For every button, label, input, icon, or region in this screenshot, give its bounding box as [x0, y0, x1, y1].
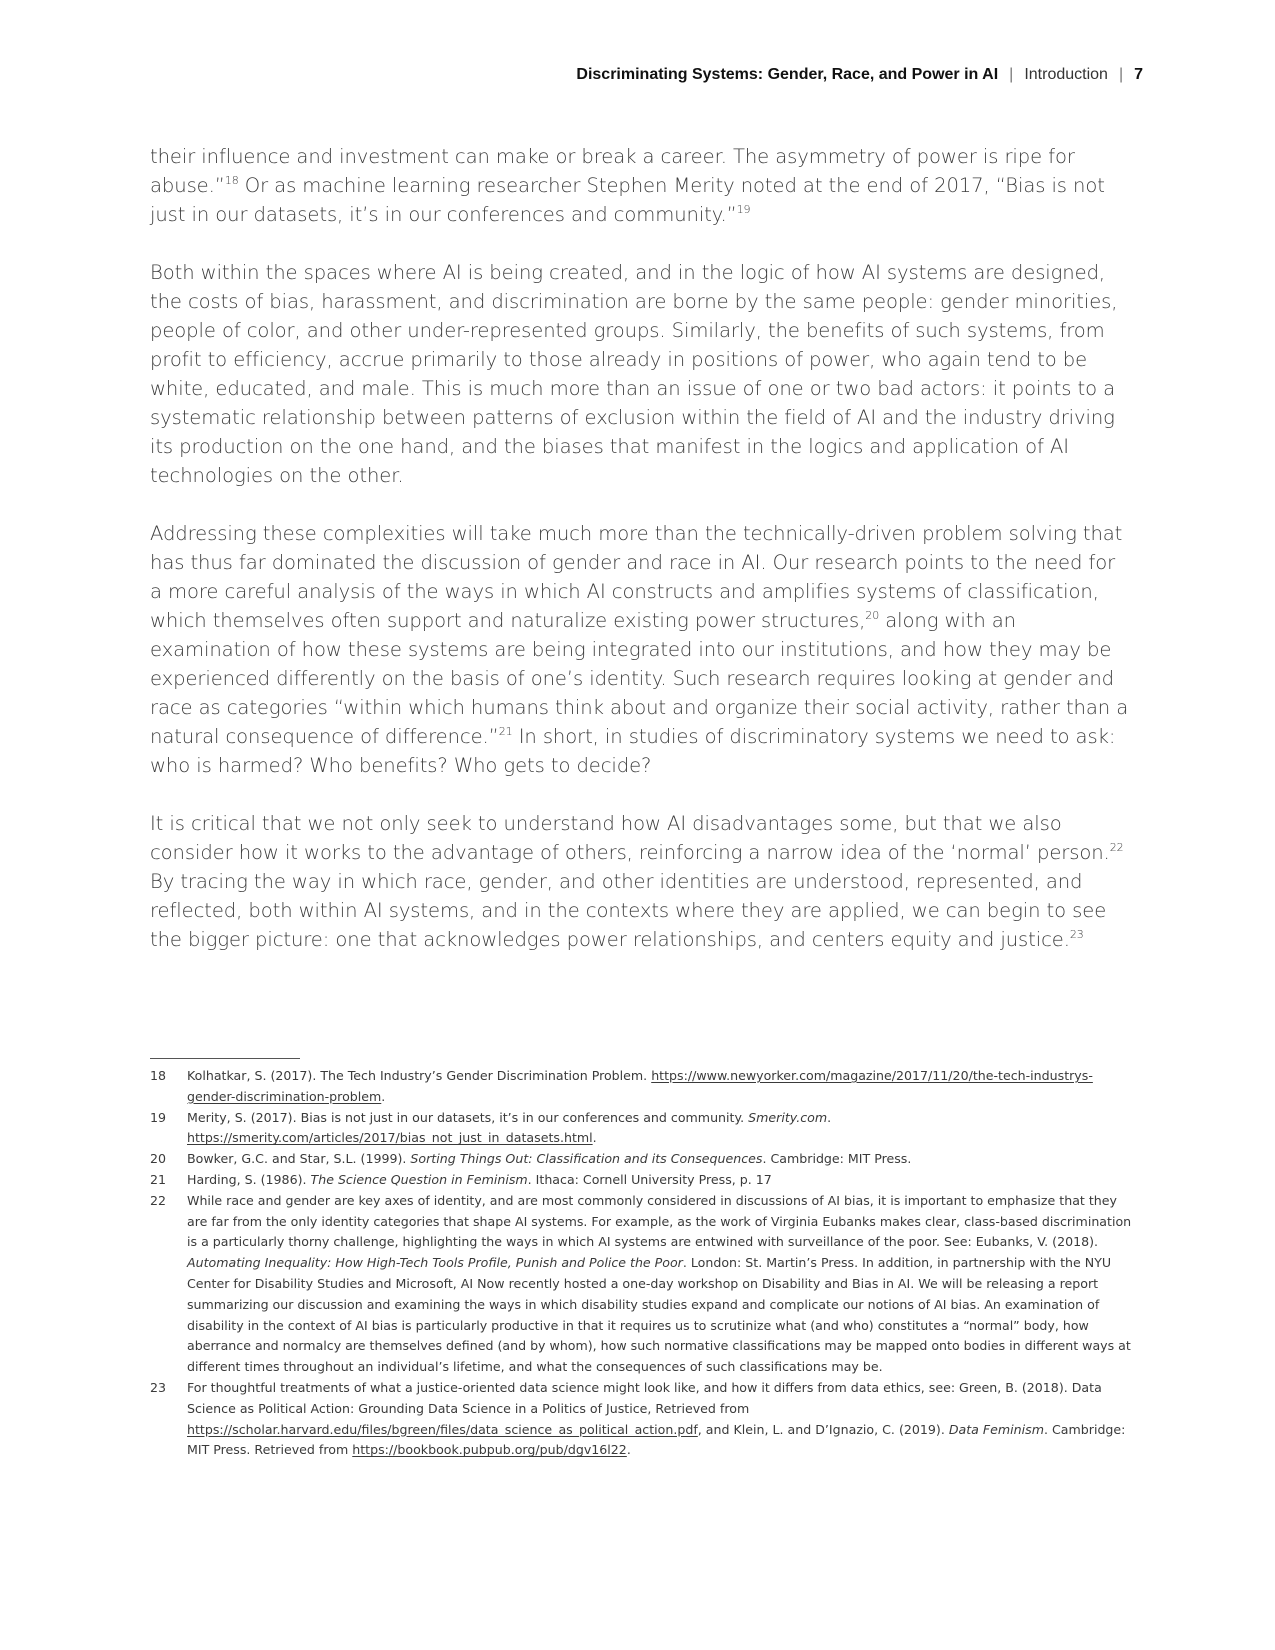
header-separator: | [1009, 66, 1014, 83]
paragraph-text: along with an examination of how these systems are being integrated into our institutions, and how they may be experienced differently on the basis of one’s identity. Such research requires looking at gender and race as categories “within which humans think about and organize their social activity, rather than a natural consequence of difference.” [150, 609, 1129, 748]
section-name: Introduction [1024, 66, 1108, 83]
paragraph-text: Or as machine learning researcher Stephen Merity noted at the end of 2017, “Bias is not just in our datasets, it’s in our conferences and community.” [150, 174, 1105, 226]
footnote-divider [150, 1058, 300, 1059]
paragraph-text: their influence and investment can make or break a career. The asymmetry of power is ripe for abuse.” [150, 145, 1075, 197]
footnote-ref[interactable]: 21 [498, 725, 513, 738]
footnote-text: Bowker, G.C. and Star, S.L. (1999). [187, 1151, 411, 1167]
footnote-italic: Smerity.com [748, 1109, 828, 1125]
footnote-number: 20 [150, 1151, 167, 1167]
footnote-link[interactable]: https://www.newyorker.com/magazine/2017/11/20/the-tech-industrys-gender-discrimination-problem [187, 1068, 1093, 1104]
footnote-number: 23 [150, 1379, 167, 1395]
footnote-ref[interactable]: 22 [1109, 841, 1124, 854]
footnote-ref[interactable]: 18 [224, 174, 239, 187]
paragraph-text: Both within the spaces where AI is being created, and in the logic of how AI systems are designed, the costs of bias, harassment, and discrimination are borne by the same people: gender minorities, people of color, and other under-represented groups. Similarly, the benefits of such systems, from profit to efficiency, accrue primarily to those already in positions of power, who again tend to be white, educated, and male. This is much more than an issue of one or two bad actors: it points to a systematic relationship between patterns of exclusion within the field of AI and the industry driving its production on the one hand, and the biases that manifest in the logics and application of AI technologies on the other. [150, 261, 1118, 487]
footnote-text: . Ithaca: Cornell University Press, p. 17 [527, 1171, 772, 1187]
paragraph-4 [150, 809, 1132, 954]
footnote-ref[interactable]: 19 [736, 203, 751, 216]
footnote-23 [150, 1378, 1132, 1461]
paragraph-3 [150, 519, 1132, 780]
footnote-link[interactable]: https://scholar.harvard.edu/files/bgreen/files/data_science_as_political_action.pdf [187, 1421, 698, 1437]
footnote-italic: The Science Question in Feminism [310, 1171, 528, 1187]
footnote-link[interactable]: https://smerity.com/articles/2017/bias_not_just_in_datasets.html [187, 1130, 593, 1146]
paragraph-text: By tracing the way in which race, gender, and other identities are understood, represented, and reflected, both within AI systems, and in the contexts where they are applied, we can begin to see the bigger picture: one that acknowledges power relationships, and centers equity and justice. [150, 870, 1107, 951]
footnote-text: . Cambridge: MIT Press. [762, 1151, 912, 1167]
paragraph-text: It is critical that we not only seek to understand how AI disadvantages some, but that we also consider how it works to the advantage of others, reinforcing a narrow idea of the ‘normal’ person. [150, 812, 1110, 864]
footnote-number: 21 [150, 1171, 167, 1187]
footnote-19 [150, 1108, 1132, 1150]
report-title: Discriminating Systems: Gender, Race, and Power in AI [576, 66, 999, 83]
footnote-text: Harding, S. (1986). [187, 1171, 311, 1187]
footnote-number: 19 [150, 1109, 167, 1125]
footnote-text: , and Klein, L. and D’Ignazio, C. (2019). [697, 1421, 949, 1437]
footnote-italic: Sorting Things Out: Classification and its Consequences [410, 1151, 763, 1167]
footnotes [150, 1066, 1132, 1461]
footnote-text: . London: St. Martin’s Press. In addition, in partnership with the NYU Center for Disability Studies and Microsoft, AI Now recently hosted a one-day workshop on Disability and Bias in AI. We will be releasing a report summarizing our discussion and examining the ways in which disability studies expand and complicate our notions of AI bias. An examination of disability in the context of AI bias is particularly productive in that it requires us to scrutinize what (and who) constitutes a “normal” body, how aberrance and normalcy are themselves defined (and by whom), how such normative classifications may be mapped onto bodies in different ways at different times throughout an individual’s lifetime, and what the consequences of such classifications may be. [187, 1255, 1131, 1375]
paragraph-text: In short, in studies of discriminatory systems we need to ask: who is harmed? Who benefits? Who gets to decide? [150, 725, 1116, 777]
footnote-text: . [827, 1109, 832, 1125]
paragraph-1 [150, 142, 1132, 229]
footnote-italic: Data Feminism [948, 1421, 1044, 1437]
running-header [576, 66, 1143, 84]
footnote-number: 18 [150, 1068, 167, 1083]
footnote-italic: Automating Inequality: How High-Tech Tools Profile, Punish and Police the Poor [187, 1255, 683, 1271]
footnote-ref[interactable]: 23 [1069, 928, 1084, 941]
footnote-text: For thoughtful treatments of what a justice-oriented data science might look like, and how it differs from data ethics, see: Green, B. (2018). Data Science as Political Action: Grounding Data Science in a Politics of Justice, Retrieved from [187, 1379, 1102, 1416]
footnote-text: . [592, 1130, 597, 1146]
footnote-22 [150, 1191, 1132, 1378]
footnote-text: Kolhatkar, S. (2017). The Tech Industry’s Gender Discrimination Problem. [187, 1068, 652, 1083]
footnote-number: 22 [150, 1192, 167, 1208]
footnote-link[interactable]: https://bookbook.pubpub.org/pub/dgv16l22 [352, 1442, 627, 1458]
footnote-text: . [381, 1088, 386, 1104]
footnote-21 [150, 1170, 1132, 1191]
footnote-text: . Cambridge: MIT Press. Retrieved from [187, 1421, 1126, 1458]
footnote-text: . [626, 1442, 631, 1458]
footnote-18 [150, 1066, 1132, 1108]
paragraph-text: Addressing these complexities will take much more than the technically-driven problem solving that has thus far dominated the discussion of gender and race in AI. Our research points to the need for a more careful analysis of the ways in which AI constructs and amplifies systems of classification, which themselves often support and naturalize existing power structures, [150, 522, 1123, 632]
page-number: 7 [1134, 66, 1143, 83]
body-text [150, 142, 1132, 983]
paragraph-2 [150, 258, 1132, 490]
footnote-20 [150, 1149, 1132, 1170]
footnote-text: Merity, S. (2017). Bias is not just in our datasets, it’s in our conferences and community. [187, 1109, 749, 1125]
header-separator: | [1118, 66, 1124, 83]
footnote-text: While race and gender are key axes of identity, and are most commonly considered in discussions of AI bias, it is important to emphasize that they are far from the only identity categories that shape AI systems. For example, as the work of Virginia Eubanks makes clear, class-based discrimination is a particularly thorny challenge, highlighting the ways in which AI systems are entwined with surveillance of the poor. See: Eubanks, V. (2018). [187, 1192, 1132, 1250]
footnote-ref[interactable]: 20 [865, 609, 880, 622]
